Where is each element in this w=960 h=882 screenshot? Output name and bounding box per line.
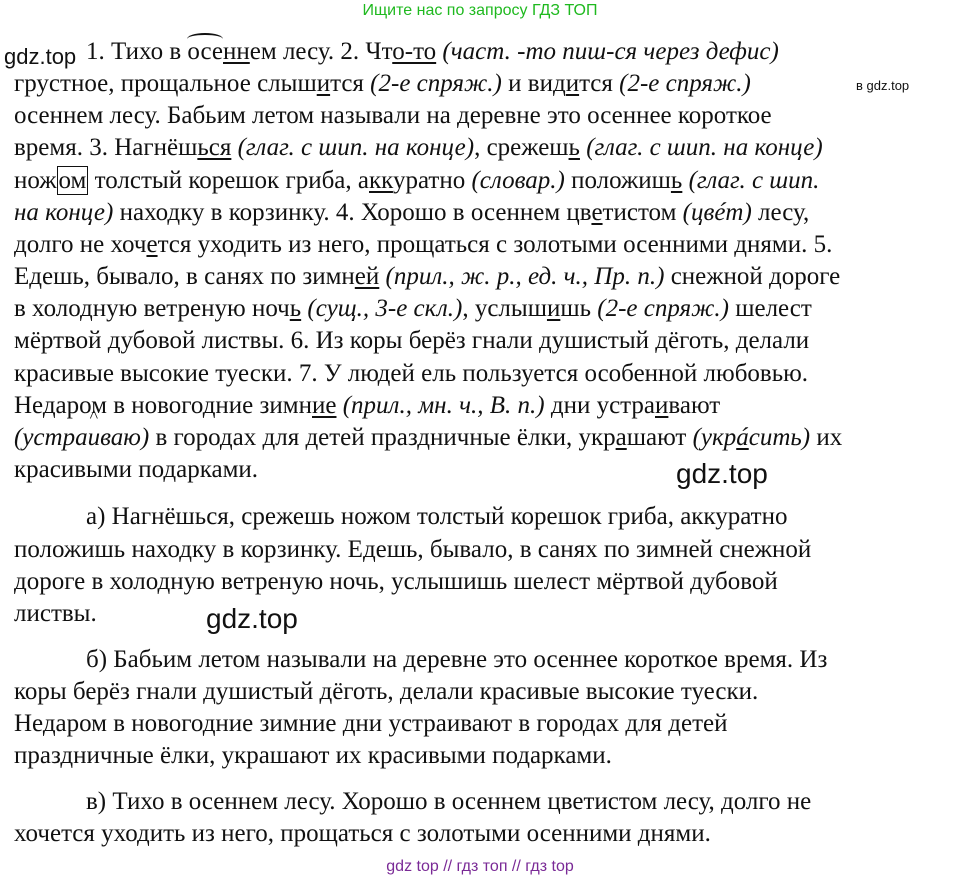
watermark: в gdz.top — [856, 78, 910, 93]
text-line: грустное, прощальное слышится (2-е спряж.) и видится (2-е спряж.) — [14, 70, 751, 97]
text-line: ножом толстый корешок гриба, аккуратно (словар.) положишь (глаг. с шип. — [14, 167, 820, 194]
text-line: красивые высокие туески. 7. У людей ель пользуется особенной любовью. — [14, 360, 809, 387]
text-line: Недаром в новогодние зимние (прил., мн. ч., В. п.) дни устраивают — [14, 392, 721, 419]
text-line: осеннем лесу. Бабьим летом называли на деревне это осеннее короткое — [14, 102, 772, 129]
top-banner: Ищите нас по запросу ГДЗ ТОП — [362, 2, 598, 19]
paragraph-a-line: листвы. — [14, 600, 97, 627]
paragraph-c-line: в) Тихо в осеннем лесу. Хорошо в осеннем цветистом лесу, долго не — [86, 788, 812, 815]
text-line: 1. Тихо в осеннем лесу. 2. Что-то (част. -то пиш-ся через дефис) — [86, 38, 779, 65]
text-line: Едешь, бывало, в санях по зимней (прил., ж. р., ед. ч., Пр. п.) снежной дороге — [14, 263, 841, 290]
text-line: (устраива ^ю) в городах для детей праздничные ёлки, украшают (укрáсить) их — [14, 424, 842, 452]
watermark: gdz.top — [206, 603, 298, 634]
text-line: на конце) находку в корзинку. 4. Хорошо в осеннем цветистом (цвéт) лесу, — [14, 199, 810, 226]
paragraph-a-line: дороге в холодную ветреную ночь, услышишь шелест мёртвой дубовой — [14, 568, 778, 595]
text-line: красивыми подарками. — [14, 456, 259, 483]
paragraph-b-line: Недаром в новогодние зимние дни устраивают в городах для детей — [14, 710, 728, 737]
watermark: gdz.top — [4, 44, 77, 69]
text-line: в холодную ветреную ночь (сущ., 3-е скл.), услышишь (2-е спряж.) шелест — [14, 295, 812, 322]
paragraph-b-line: б) Бабьим летом называли на деревне это осеннее короткое время. Из — [86, 646, 828, 673]
paragraph-b-line: праздничные ёлки, украшают их красивыми подарками. — [14, 742, 612, 769]
text-line: долго не хочется уходить из него, прощаться с золотыми осенними днями. 5. — [14, 231, 833, 258]
paragraph-c-line: хочется уходить из него, прощаться с золотыми осенними днями. — [14, 820, 711, 847]
text-line: время. 3. Нагнёшься (глаг. с шип. на конце), срежешь (глаг. с шип. на конце) — [14, 134, 823, 161]
paragraph-b-line: коры берёз гнали душистый дёготь, делали красивые высокие туески. — [14, 678, 759, 705]
paragraph-a-line: положишь находку в корзинку. Едешь, бывало, в санях по зимней снежной — [14, 536, 812, 563]
paragraph-a-line: а) Нагнёшься, срежешь ножом толстый корешок гриба, аккуратно — [86, 503, 788, 530]
footer-watermark: gdz top // гдз топ // гдз top — [386, 858, 574, 875]
watermark: gdz.top — [676, 458, 768, 489]
text-line: мёртвой дубовой листвы. 6. Из коры берёз гнали душистый дёготь, делали — [14, 327, 810, 354]
